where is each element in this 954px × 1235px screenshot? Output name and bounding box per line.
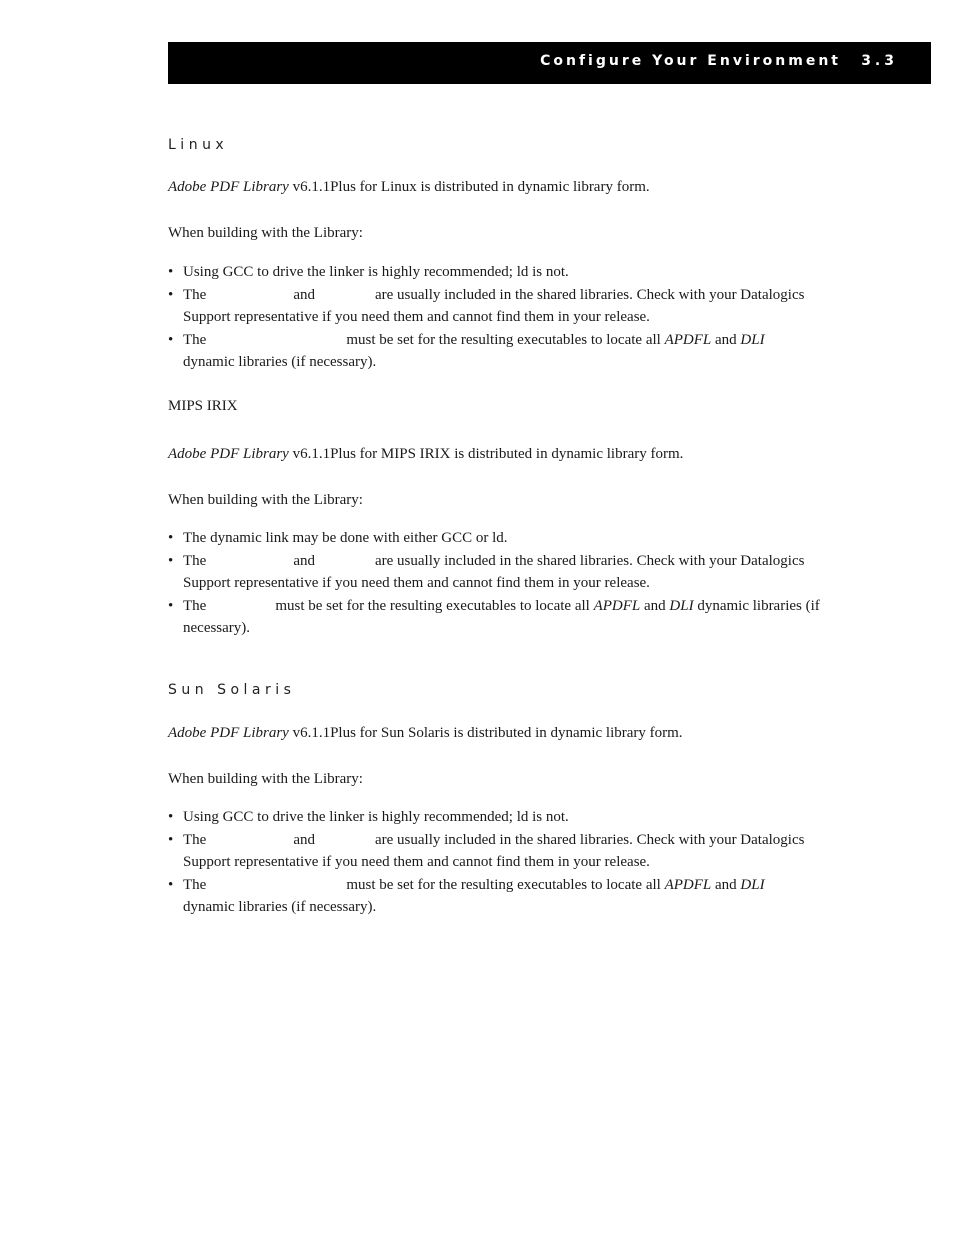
solaris-building-note: When building with the Library: <box>168 771 363 787</box>
mips-bullet-list <box>168 527 838 640</box>
list-item: • Using GCC to drive the linker is highly recommended; ld is not. <box>168 809 569 825</box>
product-name: Adobe PDF Library <box>168 446 289 462</box>
list-item: • The must be set for the resulting executables to locate all APDFL and DLI dynamic libraries (if necessary). <box>168 331 765 370</box>
linux-building-note: When building with the Library: <box>168 225 363 241</box>
section-heading-sun-solaris: Sun Solaris <box>168 682 296 698</box>
running-header <box>168 42 931 84</box>
solaris-intro: Adobe PDF Library v6.1.1Plus for Sun Solaris is distributed in dynamic library form. <box>168 725 683 741</box>
mips-building-note: When building with the Library: <box>168 492 363 508</box>
list-item: • Using GCC to drive the linker is highly recommended; ld is not. <box>168 264 569 280</box>
linux-intro: Adobe PDF Library v6.1.1Plus for Linux is distributed in dynamic library form. <box>168 179 650 195</box>
linux-bullet-list <box>168 261 838 374</box>
mips-intro: Adobe PDF Library v6.1.1Plus for MIPS IRIX is distributed in dynamic library form. <box>168 446 684 462</box>
section-heading-linux: Linux <box>168 137 229 153</box>
list-item: • The and are usually included in the shared libraries. Check with your Datalogics Support representative if you need them and cannot find them in your release. <box>168 831 805 870</box>
list-item: • The and are usually included in the shared libraries. Check with your Datalogics Support representative if you need them and cannot find them in your release. <box>168 552 805 591</box>
header-title: Configure Your Environment <box>540 53 841 69</box>
product-name: Adobe PDF Library <box>168 179 289 195</box>
product-name: Adobe PDF Library <box>168 725 289 741</box>
solaris-bullet-list <box>168 806 838 919</box>
list-item: • The and are usually included in the shared libraries. Check with your Datalogics Support representative if you need them and cannot find them in your release. <box>168 286 805 325</box>
section-heading-mips-irix: MIPS IRIX <box>168 398 238 414</box>
list-item: • The must be set for the resulting executables to locate all APDFL and DLI dynamic libraries (if necessary). <box>168 597 820 636</box>
list-item: • The must be set for the resulting executables to locate all APDFL and DLI dynamic libraries (if necessary). <box>168 876 765 915</box>
list-item: • The dynamic link may be done with either GCC or ld. <box>168 530 508 546</box>
header-section-number: 3.3 <box>861 53 898 69</box>
